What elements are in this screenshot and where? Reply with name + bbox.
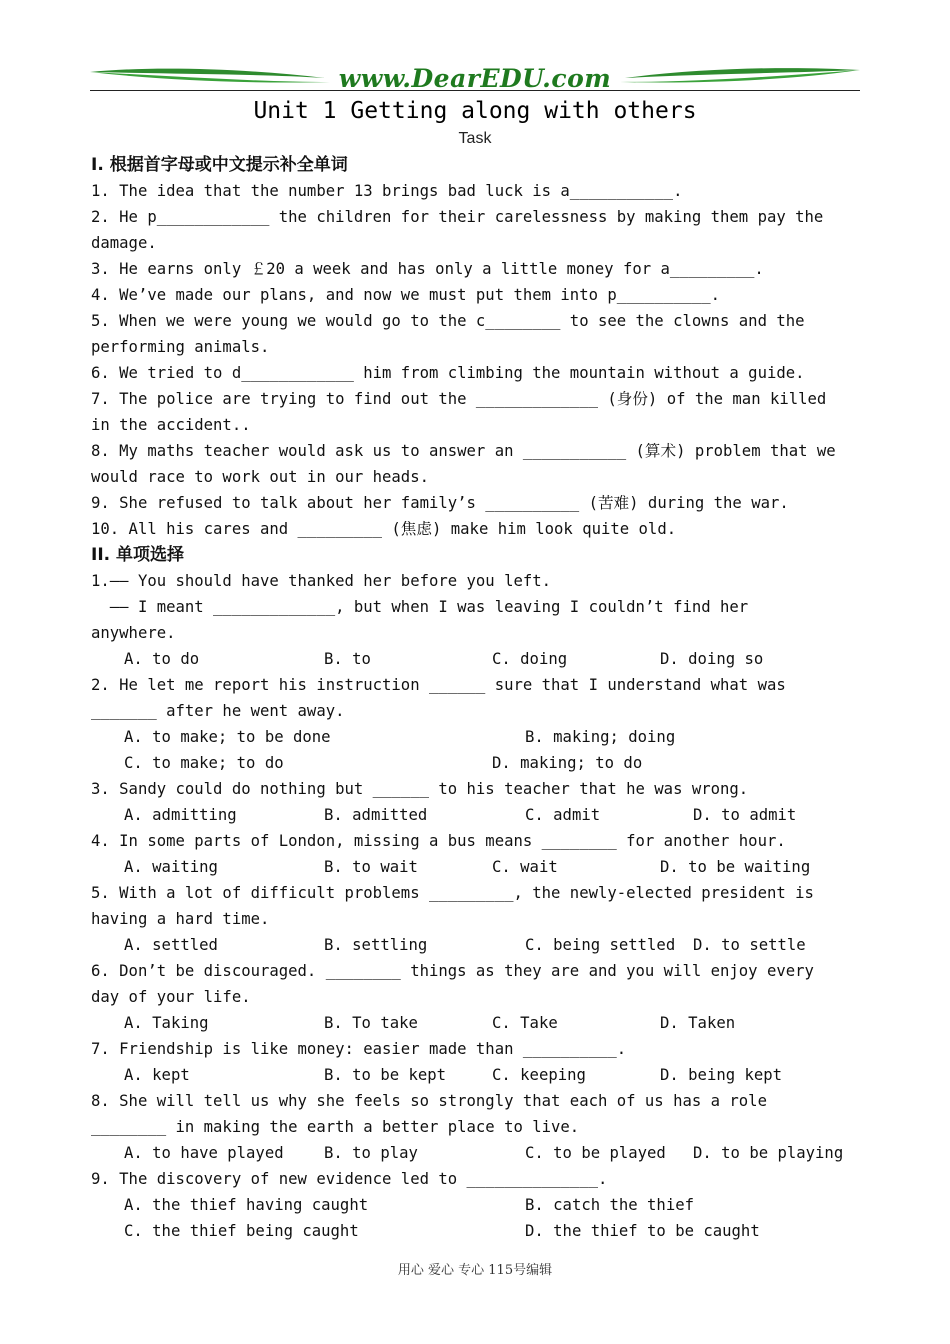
answer-option: C. keeping xyxy=(492,1066,586,1084)
section-heading: I. 根据首字母或中文提示补全单词 xyxy=(91,155,348,175)
answer-option: A. the thief having caught xyxy=(124,1196,369,1214)
answer-option: C. to be played xyxy=(525,1144,666,1162)
question-stem: 6. Don’t be discouraged. ________ things as they are and you will enjoy every xyxy=(91,962,814,980)
fill-in-line: 9. She refused to talk about her family’s __________ (苦难) during the war. xyxy=(91,494,789,512)
answer-option: D. to admit xyxy=(693,806,797,824)
answer-option: A. to do xyxy=(124,650,200,668)
question-stem: having a hard time. xyxy=(91,910,270,928)
answer-option: A. Taking xyxy=(124,1014,209,1032)
option-row xyxy=(91,932,861,958)
header-rule xyxy=(90,90,860,91)
fill-in-line: 1. The idea that the number 13 brings bad luck is a___________. xyxy=(91,182,683,200)
answer-option: B. to xyxy=(324,650,371,668)
question-stem: 9. The discovery of new evidence led to ______________. xyxy=(91,1170,608,1188)
answer-option: D. to be playing xyxy=(693,1144,844,1162)
question-stem: 5. With a lot of difficult problems _________, the newly-elected president is xyxy=(91,884,814,902)
answer-option: A. kept xyxy=(124,1066,190,1084)
answer-option: D. being kept xyxy=(660,1066,783,1084)
question-stem: 4. In some parts of London, missing a bus means ________ for another hour. xyxy=(91,832,786,850)
fill-in-line: 3. He earns only ￡20 a week and has only a little money for a_________. xyxy=(91,260,764,278)
fill-in-line: damage. xyxy=(91,234,157,252)
answer-option: C. the thief being caught xyxy=(124,1222,359,1240)
answer-option: A. waiting xyxy=(124,858,218,876)
option-row xyxy=(91,1062,861,1088)
answer-option: C. to make; to do xyxy=(124,754,284,772)
fill-in-line: 4. We’ve made our plans, and now we must put them into p__________. xyxy=(91,286,721,304)
page-title: Unit 1 Getting along with others xyxy=(253,98,697,124)
option-row xyxy=(91,854,861,880)
answer-option: B. To take xyxy=(324,1014,418,1032)
fill-in-line: 5. When we were young we would go to the c________ to see the clowns and the xyxy=(91,312,805,330)
multiple-choice-list xyxy=(91,568,861,1244)
question-stem: anywhere. xyxy=(91,624,176,642)
answer-option: D. Taken xyxy=(660,1014,736,1032)
option-row xyxy=(91,750,861,776)
answer-option: D. doing so xyxy=(660,650,764,668)
answer-option: C. wait xyxy=(492,858,558,876)
answer-option: A. admitting xyxy=(124,806,237,824)
answer-option: B. admitted xyxy=(324,806,428,824)
answer-option: B. settling xyxy=(324,936,428,954)
answer-option: C. admit xyxy=(525,806,601,824)
fill-in-line: in the accident.. xyxy=(91,416,251,434)
fill-in-line: 10. All his cares and _________ (焦虑) make him look quite old. xyxy=(91,520,677,538)
answer-option: A. to have played xyxy=(124,1144,284,1162)
worksheet-body xyxy=(91,152,861,1244)
question-stem: _______ after he went away. xyxy=(91,702,345,720)
option-row xyxy=(91,802,861,828)
fill-in-line: 6. We tried to d____________ him from climbing the mountain without a guide. xyxy=(91,364,805,382)
fill-in-line: performing animals. xyxy=(91,338,270,356)
question-stem: 8. She will tell us why she feels so strongly that each of us has a role xyxy=(91,1092,767,1110)
section-heading: II. 单项选择 xyxy=(91,545,185,565)
option-row xyxy=(91,1218,861,1244)
question-stem: —— I meant _____________, but when I was leaving I couldn’t find her xyxy=(91,598,749,616)
answer-option: D. to settle xyxy=(693,936,806,954)
question-stem: day of your life. xyxy=(91,988,251,1006)
fill-in-line: would race to work out in our heads. xyxy=(91,468,429,486)
site-logo-text: www.DearEDU.com xyxy=(338,64,612,93)
answer-option: A. to make; to be done xyxy=(124,728,331,746)
option-row xyxy=(91,724,861,750)
answer-option: B. making; doing xyxy=(525,728,676,746)
question-stem: 3. Sandy could do nothing but ______ to his teacher that he was wrong. xyxy=(91,780,749,798)
answer-option: B. to wait xyxy=(324,858,418,876)
question-stem: 2. He let me report his instruction ______ sure that I understand what was xyxy=(91,676,786,694)
answer-option: C. being settled xyxy=(525,936,676,954)
answer-option: A. settled xyxy=(124,936,218,954)
option-row xyxy=(91,1010,861,1036)
question-stem: 7. Friendship is like money: easier made than __________. xyxy=(91,1040,627,1058)
fill-in-list xyxy=(91,178,861,542)
option-row xyxy=(91,1140,861,1166)
answer-option: D. to be waiting xyxy=(660,858,811,876)
answer-option: D. making; to do xyxy=(492,754,643,772)
answer-option: D. the thief to be caught xyxy=(525,1222,760,1240)
fill-in-line: 7. The police are trying to find out the _____________ (身份) of the man killed xyxy=(91,390,827,408)
option-row xyxy=(91,1192,861,1218)
page-footer: 用心 爱心 专心 115号编辑 xyxy=(397,1263,553,1278)
answer-option: C. Take xyxy=(492,1014,558,1032)
fill-in-line: 8. My maths teacher would ask us to answer an ___________ (算术) problem that we xyxy=(91,442,836,460)
option-row xyxy=(91,646,861,672)
answer-option: B. to be kept xyxy=(324,1066,447,1084)
question-stem: ________ in making the earth a better place to live. xyxy=(91,1118,580,1136)
question-stem: 1.—— You should have thanked her before you left. xyxy=(91,572,552,590)
page-subtitle: Task xyxy=(458,130,492,147)
answer-option: C. doing xyxy=(492,650,568,668)
answer-option: B. to play xyxy=(324,1144,418,1162)
answer-option: B. catch the thief xyxy=(525,1196,694,1214)
fill-in-line: 2. He p____________ the children for their carelessness by making them pay the xyxy=(91,208,824,226)
